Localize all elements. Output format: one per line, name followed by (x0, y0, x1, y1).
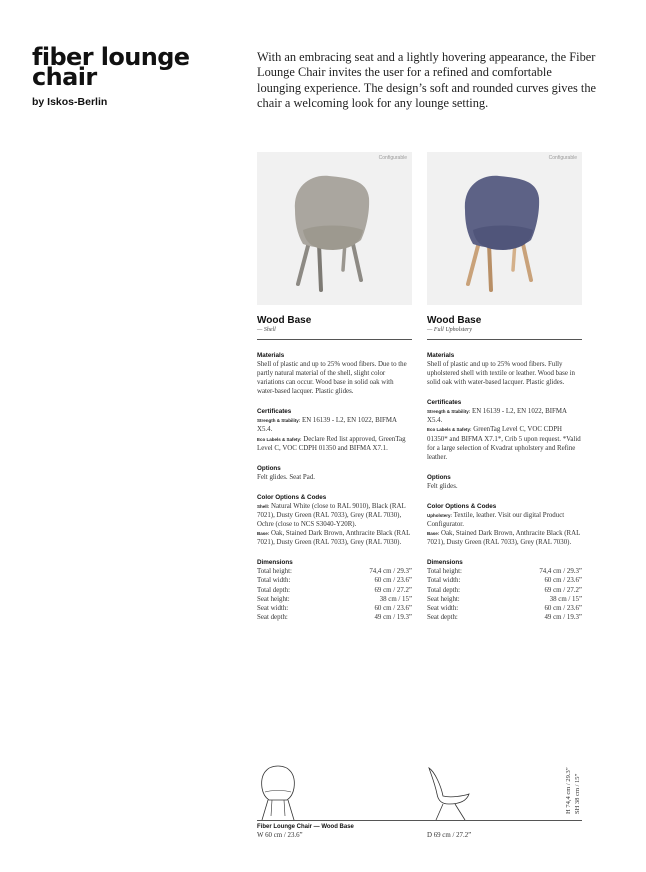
base-colors-label: Base: (257, 531, 270, 537)
materials-heading: Materials (257, 352, 285, 359)
materials-text: Shell of plastic and up to 25% wood fibers. Due to the partly natural material of the shell, slight color variations can occur. Wood base in solid oak with water-based lacquer. Plastic glides. (257, 361, 407, 396)
dimension-row (427, 613, 582, 622)
certificates-section (427, 399, 582, 462)
variant-shell-column (257, 152, 412, 622)
strength-line (427, 407, 582, 425)
options-section (257, 465, 412, 482)
divider (257, 339, 412, 340)
dimension-row (427, 576, 582, 585)
variant-subtitle: — Shell (257, 327, 276, 333)
variant-title: Wood Base (257, 315, 312, 326)
variant-upholstery-column (427, 152, 582, 622)
designer-byline: by Iskos-Berlin (32, 96, 108, 108)
dimension-row (427, 595, 582, 604)
dimension-label: Total height: (427, 568, 462, 576)
base-colors-text: Oak, Stained Dark Brown, Anthracite Black (RAL 7021), Dusty Green (RAL 7033), Grey (RAL 7030). (427, 530, 581, 547)
options-text: Felt glides. (427, 482, 458, 490)
dimension-value: 60 cm / 23.6” (374, 577, 412, 585)
strength-text: EN 16139 - L2, EN 1022, BIFMA X5.4. (257, 417, 397, 434)
eco-line (427, 425, 582, 461)
side-view-drawing (425, 764, 473, 822)
options-text: Felt glides. Seat Pad. (257, 473, 315, 481)
dimension-row (257, 613, 412, 622)
front-view-drawing (257, 760, 299, 822)
eco-text: Declare Red list approved, GreenTag Level C, VOC CDPH 01350 and BIFMA X7.1. (257, 435, 406, 452)
certificates-heading: Certificates (257, 408, 292, 416)
product-title (32, 43, 190, 91)
dimension-label: Total depth: (427, 586, 461, 594)
intro-paragraph: With an embracing seat and a lightly hovering appearance, the Fiber Lounge Chair invites the user for a refined and comfortable lounging experience. The design’s soft and rounded curves gives the chair a welcoming look for any lounge setting. (257, 50, 597, 111)
dimension-row (257, 567, 412, 576)
dimension-label: Total height: (257, 568, 292, 576)
footer-title: Fiber Lounge Chair — Wood Base (257, 824, 354, 830)
footer-width: W 60 cm / 23.6” (257, 832, 303, 839)
strength-label: Strength & Stability: (427, 409, 471, 415)
dimension-label: Seat width: (257, 604, 289, 612)
shell-colors-label: Shell: (257, 503, 270, 509)
dimension-label: Total depth: (257, 586, 291, 594)
materials-text: Shell of plastic and up to 25% wood fibers. Fully upholstered shell with textile or leather. Wood base in solid oak with water-based lacquer. Plastic glides. (427, 361, 576, 387)
dimension-row (257, 604, 412, 613)
strength-label: Strength & Stability: (257, 418, 301, 424)
dimensions-section (427, 559, 582, 622)
dimensions-heading: Dimensions (257, 559, 293, 567)
options-section (427, 474, 582, 491)
materials-section (427, 352, 582, 387)
product-title-line-2: chair (32, 63, 97, 91)
dimension-row (427, 604, 582, 613)
base-colors-line (427, 529, 582, 547)
variant-upholstery-photo (427, 152, 582, 305)
base-colors-line (257, 529, 412, 547)
dimension-value: 60 cm / 23.6” (374, 604, 412, 612)
color-options-heading: Color Options & Codes (427, 502, 497, 510)
variant-subtitle: — Full Upholstery (427, 327, 472, 333)
dimension-label: Total width: (427, 577, 461, 585)
upholstery-colors-text: Textile, leather. Visit our digital Product Configurator. (427, 511, 565, 529)
product-title-line-1: fiber lounge (32, 43, 190, 71)
dimension-label: Seat height: (427, 595, 460, 603)
dimension-value: 60 cm / 23.6” (544, 604, 582, 612)
dimension-row (427, 567, 582, 576)
variant-shell-photo (257, 152, 412, 305)
color-options-section (427, 503, 582, 547)
dimension-value: 69 cm / 27.2” (544, 586, 582, 594)
configurable-badge: Configurable (548, 155, 577, 161)
footer-seat-height: SH 38 cm / 15” (574, 773, 581, 814)
materials-heading: Materials (427, 352, 455, 359)
dimension-value: 38 cm / 15” (379, 595, 412, 603)
shell-colors-line (257, 502, 412, 529)
dimension-label: Seat depth: (257, 613, 288, 621)
base-colors-text: Oak, Stained Dark Brown, Anthracite Black (RAL 7021), Dusty Green (RAL 7033), Grey (RAL 7030). (257, 530, 411, 547)
dimensions-heading: Dimensions (427, 559, 463, 567)
grey-fiber-chair-image (257, 152, 412, 305)
options-heading: Options (427, 473, 451, 481)
footer-divider (257, 820, 582, 821)
dimension-row (257, 576, 412, 585)
dimension-value: 74,4 cm / 29.3” (369, 568, 412, 576)
dimension-label: Total width: (257, 577, 291, 585)
footer-depth: D 69 cm / 27.2” (427, 832, 472, 839)
upholstery-colors-label: Upholstery: (427, 512, 453, 518)
dimension-value: 60 cm / 23.6” (544, 577, 582, 585)
upholstery-colors-line (427, 511, 582, 529)
base-colors-label: Base: (427, 531, 440, 537)
certificates-heading: Certificates (427, 399, 462, 407)
color-options-section (257, 494, 412, 547)
color-options-heading: Color Options & Codes (257, 493, 327, 501)
dimension-value: 49 cm / 19.3” (544, 613, 582, 621)
dimension-row (257, 586, 412, 595)
dimension-label: Seat width: (427, 604, 459, 612)
footer-height: H 74,4 cm / 29.3” (565, 767, 572, 814)
dimensions-section (257, 559, 412, 622)
dimension-row (427, 586, 582, 595)
shell-colors-text: Natural White (close to RAL 9010), Black (RAL 7021), Dusty Green (RAL 7033), Grey (RAL 7030), Ochre (close to NCS S3040-Y20R). (257, 502, 406, 529)
strength-line (257, 416, 412, 434)
certificates-section (257, 408, 412, 452)
eco-label: Eco Labels & Safety: (427, 427, 472, 433)
materials-section (257, 352, 412, 396)
options-heading: Options (257, 464, 281, 472)
configurable-badge: Configurable (378, 155, 407, 161)
dimension-value: 38 cm / 15” (549, 595, 582, 603)
strength-text: EN 16139 - L2, EN 1022, BIFMA X5.4. (427, 408, 567, 425)
dimension-value: 49 cm / 19.3” (374, 613, 412, 621)
blue-upholstered-chair-image (427, 152, 582, 305)
dimension-label: Seat height: (257, 595, 290, 603)
eco-line (257, 435, 412, 453)
dimension-row (257, 595, 412, 604)
dimension-value: 69 cm / 27.2” (374, 586, 412, 594)
dimension-label: Seat depth: (427, 613, 458, 621)
dimension-value: 74,4 cm / 29.3” (539, 568, 582, 576)
variant-title: Wood Base (427, 315, 482, 326)
eco-label: Eco Labels & Safety: (257, 436, 302, 442)
divider (427, 339, 582, 340)
eco-text: GreenTag Level C, VOC CDPH 01350* and BIFMA X7.1*, Crib 5 upon request. *Valid for a large selection of Kvadrat upholstery and Refine leather. (427, 426, 581, 461)
